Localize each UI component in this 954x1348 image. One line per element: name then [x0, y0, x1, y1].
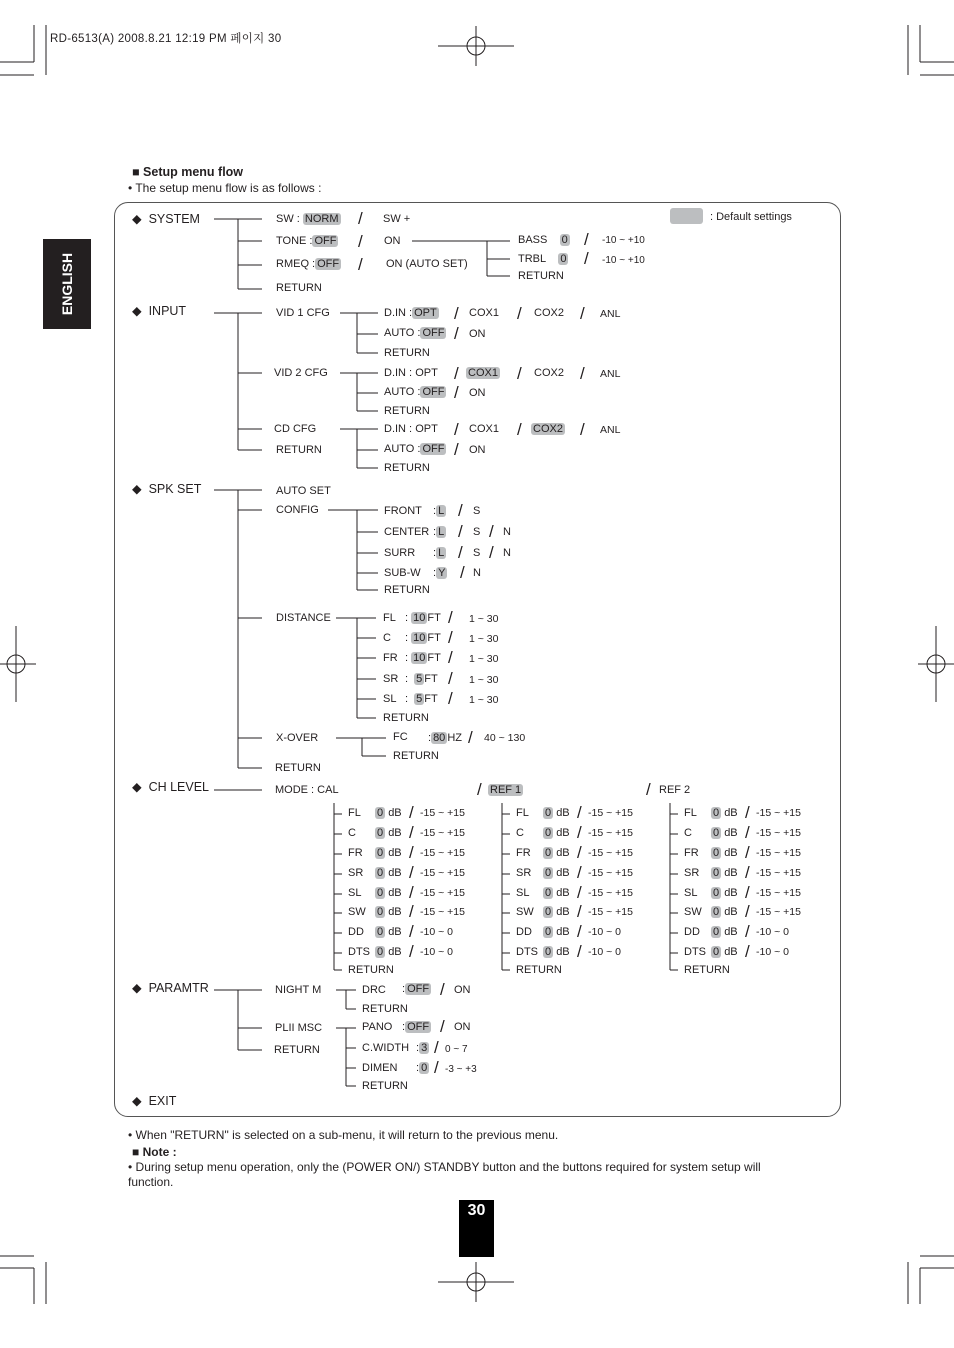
- cd-return: RETURN: [384, 462, 430, 474]
- ch-value: 0 dB: [713, 887, 738, 899]
- menu-system[interactable]: ◆ SYSTEM: [132, 212, 200, 226]
- chlevel-ref2: REF 2: [659, 784, 691, 796]
- ch-range: -15 ~ +15: [588, 906, 633, 918]
- ch-range: -15 ~ +15: [420, 867, 465, 879]
- ch-range: -15 ~ +15: [588, 827, 633, 839]
- vid1-on: ON: [469, 328, 486, 340]
- distance-value: : 5 FT: [405, 673, 438, 685]
- config-front: FRONT: [384, 505, 422, 517]
- xover-return: RETURN: [393, 750, 439, 762]
- xover-fc-range: 40 ~ 130: [484, 732, 526, 744]
- ch-return: RETURN: [516, 964, 562, 976]
- sys-rmeq: RMEQ : OFF: [276, 258, 340, 270]
- xover-fc-val: : 80 HZ: [428, 732, 462, 744]
- ch-value: 0 dB: [377, 827, 402, 839]
- cd-cox2: COX2: [533, 423, 563, 435]
- print-header: RD-6513(A) 2008.8.21 12:19 PM 페이지 30: [50, 33, 282, 45]
- ch-value: 0 dB: [545, 926, 570, 938]
- config-surr-s: S: [473, 547, 481, 559]
- ch-range: -10 ~ 0: [756, 926, 789, 938]
- spk-config: CONFIG: [276, 504, 319, 516]
- menu-ch-level[interactable]: ◆ CH LEVEL: [132, 780, 210, 794]
- dimen-range: -3 ~ +3: [445, 1064, 477, 1075]
- note-title: ■ Note :: [132, 1145, 177, 1159]
- config-center-val: : L: [433, 526, 445, 538]
- cd-auto: AUTO : OFF: [384, 443, 445, 455]
- vid1-return: RETURN: [384, 347, 430, 359]
- ch-label: C: [684, 827, 692, 839]
- ch-range: -15 ~ +15: [420, 827, 465, 839]
- config-surr-n: N: [503, 547, 511, 559]
- config-center-n: N: [503, 526, 511, 538]
- ch-value: 0 dB: [377, 946, 402, 958]
- page-number: 30: [467, 1202, 486, 1219]
- ch-value: 0 dB: [713, 827, 738, 839]
- distance-label: FR: [383, 652, 398, 664]
- ch-range: -15 ~ +15: [756, 847, 801, 859]
- config-surr: SURR: [384, 547, 416, 559]
- vid2-auto: AUTO : OFF: [384, 386, 445, 398]
- ch-range: -15 ~ +15: [756, 906, 801, 918]
- config-center-s: S: [473, 526, 481, 538]
- ch-label: SL: [684, 887, 698, 899]
- ch-value: 0 dB: [713, 926, 738, 938]
- ch-range: -15 ~ +15: [420, 807, 465, 819]
- config-front-s: S: [473, 505, 481, 517]
- sys-rmeq-alt: ON (AUTO SET): [386, 258, 468, 270]
- page-number-box: [459, 1200, 494, 1257]
- distance-value: : 10 FT: [405, 652, 441, 664]
- ch-range: -10 ~ 0: [420, 946, 453, 958]
- distance-label: C: [383, 632, 391, 644]
- ch-label: SL: [348, 887, 362, 899]
- ch-return: RETURN: [348, 964, 394, 976]
- sys-tone-alt: ON: [384, 235, 401, 247]
- spk-distance: DISTANCE: [276, 612, 331, 624]
- ch-value: 0 dB: [377, 906, 402, 918]
- ch-value: 0 dB: [545, 946, 570, 958]
- ch-range: -15 ~ +15: [588, 867, 633, 879]
- ch-range: -15 ~ +15: [756, 887, 801, 899]
- paramtr-night: NIGHT M: [275, 984, 322, 996]
- sys-tone: TONE : OFF: [276, 235, 337, 247]
- ch-value: 0 dB: [545, 807, 570, 819]
- drc-on: ON: [454, 984, 471, 996]
- ch-label: DTS: [684, 946, 706, 958]
- chlevel-mode: MODE : CAL: [275, 784, 339, 796]
- distance-value: : 10 FT: [405, 632, 441, 644]
- sys-bass-range: -10 ~ +10: [602, 235, 645, 246]
- pano-val: : OFF: [402, 1021, 430, 1033]
- ch-value: 0 dB: [377, 887, 402, 899]
- sys-trbl: TRBL 0: [518, 253, 567, 265]
- cd-cox1: COX1: [469, 423, 499, 435]
- vid2-return: RETURN: [384, 405, 430, 417]
- distance-range: 1 ~ 30: [469, 613, 499, 625]
- spk-xover: X-OVER: [276, 732, 319, 744]
- ch-range: -10 ~ 0: [588, 946, 621, 958]
- distance-label: FL: [383, 612, 396, 624]
- ch-label: SW: [684, 906, 702, 918]
- ch-label: FR: [348, 847, 363, 859]
- plii-return: RETURN: [362, 1080, 408, 1092]
- ch-range: -15 ~ +15: [420, 906, 465, 918]
- ch-value: 0 dB: [377, 807, 402, 819]
- ch-value: 0 dB: [713, 807, 738, 819]
- ch-label: DTS: [516, 946, 538, 958]
- ch-range: -15 ~ +15: [420, 887, 465, 899]
- vid1-cox2: COX2: [534, 307, 564, 319]
- ch-label: DD: [348, 926, 364, 938]
- menu-spk-set[interactable]: ◆ SPK SET: [132, 482, 202, 496]
- chlevel-ref1: REF 1: [490, 784, 522, 796]
- ch-label: SW: [516, 906, 534, 918]
- sys-sw: SW : NORM: [276, 213, 339, 225]
- sys-sub-return: RETURN: [518, 270, 564, 282]
- ch-range: -15 ~ +15: [756, 867, 801, 879]
- ch-label: C: [348, 827, 356, 839]
- config-front-val: : L: [433, 505, 445, 517]
- ch-range: -10 ~ 0: [588, 926, 621, 938]
- ch-label: C: [516, 827, 524, 839]
- sys-return: RETURN: [276, 282, 322, 294]
- vid1-din: D.IN : OPT: [384, 307, 437, 319]
- config-surr-val: : L: [433, 547, 445, 559]
- distance-label: SL: [383, 693, 397, 705]
- ch-label: FL: [516, 807, 529, 819]
- footer-note-return: • When "RETURN" is selected on a sub-menu, it will return to the previous menu.: [128, 1128, 559, 1142]
- ch-range: -15 ~ +15: [420, 847, 465, 859]
- legend-label: : Default settings: [710, 211, 792, 223]
- config-subw-val: : Y: [433, 567, 446, 579]
- dimen-val: : 0: [416, 1062, 428, 1074]
- ch-value: 0 dB: [545, 867, 570, 879]
- sys-bass: BASS 0: [518, 234, 568, 246]
- ch-value: 0 dB: [545, 906, 570, 918]
- vid2-cox2: COX2: [534, 367, 564, 379]
- ch-value: 0 dB: [713, 906, 738, 918]
- config-subw: SUB-W: [384, 567, 421, 579]
- vid1-cox1: COX1: [469, 307, 499, 319]
- config-center: CENTER: [384, 526, 430, 538]
- ch-value: 0 dB: [377, 847, 402, 859]
- xover-fc: FC: [393, 731, 408, 743]
- cd-anl: ANL: [600, 424, 621, 436]
- ch-label: FL: [348, 807, 361, 819]
- ch-value: 0 dB: [713, 847, 738, 859]
- distance-label: SR: [383, 673, 399, 685]
- vid2-anl: ANL: [600, 368, 621, 380]
- ch-label: FR: [516, 847, 531, 859]
- ch-value: 0 dB: [545, 847, 570, 859]
- ch-label: FR: [684, 847, 699, 859]
- input-vid2: VID 2 CFG: [274, 367, 328, 379]
- paramtr-pliimsc: PLII MSC: [275, 1022, 323, 1034]
- section-title: ■ Setup menu flow: [132, 165, 244, 179]
- config-return: RETURN: [384, 584, 430, 596]
- ch-label: FL: [684, 807, 697, 819]
- night-return: RETURN: [362, 1003, 408, 1015]
- cwidth-val: : 3: [416, 1042, 428, 1054]
- input-cd: CD CFG: [274, 423, 317, 435]
- ch-value: 0 dB: [377, 867, 402, 879]
- vid1-anl: ANL: [600, 308, 621, 320]
- sys-trbl-range: -10 ~ +10: [602, 255, 645, 266]
- menu-paramtr[interactable]: ◆ PARAMTR: [132, 981, 209, 995]
- distance-value: : 10 FT: [405, 612, 441, 624]
- pano-label: PANO: [362, 1021, 393, 1033]
- ch-range: -15 ~ +15: [588, 887, 633, 899]
- paramtr-return: RETURN: [274, 1044, 320, 1056]
- ch-return: RETURN: [684, 964, 730, 976]
- ch-label: DD: [684, 926, 700, 938]
- vid2-cox1: COX1: [468, 367, 498, 379]
- input-return: RETURN: [276, 444, 322, 456]
- ch-value: 0 dB: [545, 887, 570, 899]
- ch-label: SR: [516, 867, 532, 879]
- vid1-auto: AUTO : OFF: [384, 327, 445, 339]
- distance-range: 1 ~ 30: [469, 674, 499, 686]
- note-body: • During setup menu operation, only the (POWER ON/) STANDBY button and the buttons required for system setup will function.: [128, 1160, 761, 1189]
- cwidth-range: 0 ~ 7: [445, 1044, 468, 1055]
- distance-return: RETURN: [383, 712, 429, 724]
- input-vid1: VID 1 CFG: [276, 307, 330, 319]
- ch-range: -15 ~ +15: [588, 847, 633, 859]
- dimen-label: DIMEN: [362, 1062, 398, 1074]
- vid2-on: ON: [469, 387, 486, 399]
- vid2-din: D.IN : OPT: [384, 367, 438, 379]
- ch-range: -15 ~ +15: [756, 827, 801, 839]
- distance-range: 1 ~ 30: [469, 694, 499, 706]
- language-tab-label: ENGLISH: [59, 252, 75, 316]
- section-intro: • The setup menu flow is as follows :: [128, 181, 322, 195]
- cd-on: ON: [469, 444, 486, 456]
- distance-range: 1 ~ 30: [469, 653, 499, 665]
- ch-label: SR: [684, 867, 700, 879]
- distance-range: 1 ~ 30: [469, 633, 499, 645]
- ch-label: SW: [348, 906, 366, 918]
- sys-sw-alt: SW +: [383, 213, 411, 225]
- menu-exit[interactable]: ◆ EXIT: [132, 1094, 177, 1108]
- pano-on: ON: [454, 1021, 471, 1033]
- ch-label: SL: [516, 887, 530, 899]
- ch-value: 0 dB: [713, 867, 738, 879]
- ch-value: 0 dB: [545, 827, 570, 839]
- drc-val: : OFF: [402, 983, 430, 995]
- cd-din: D.IN : OPT: [384, 423, 438, 435]
- ch-label: DTS: [348, 946, 370, 958]
- ch-value: 0 dB: [377, 926, 402, 938]
- ch-label: DD: [516, 926, 532, 938]
- distance-value: : 5 FT: [405, 693, 438, 705]
- drc-label: DRC: [362, 984, 386, 996]
- ch-label: SR: [348, 867, 364, 879]
- config-subw-n: N: [473, 567, 481, 579]
- ch-range: -10 ~ 0: [756, 946, 789, 958]
- spk-autoset: AUTO SET: [276, 485, 331, 497]
- ch-range: -10 ~ 0: [420, 926, 453, 938]
- ch-value: 0 dB: [713, 946, 738, 958]
- ch-range: -15 ~ +15: [756, 807, 801, 819]
- menu-input[interactable]: ◆ INPUT: [132, 304, 187, 318]
- cwidth-label: C.WIDTH: [362, 1042, 410, 1054]
- ch-range: -15 ~ +15: [588, 807, 633, 819]
- spk-return: RETURN: [275, 762, 321, 774]
